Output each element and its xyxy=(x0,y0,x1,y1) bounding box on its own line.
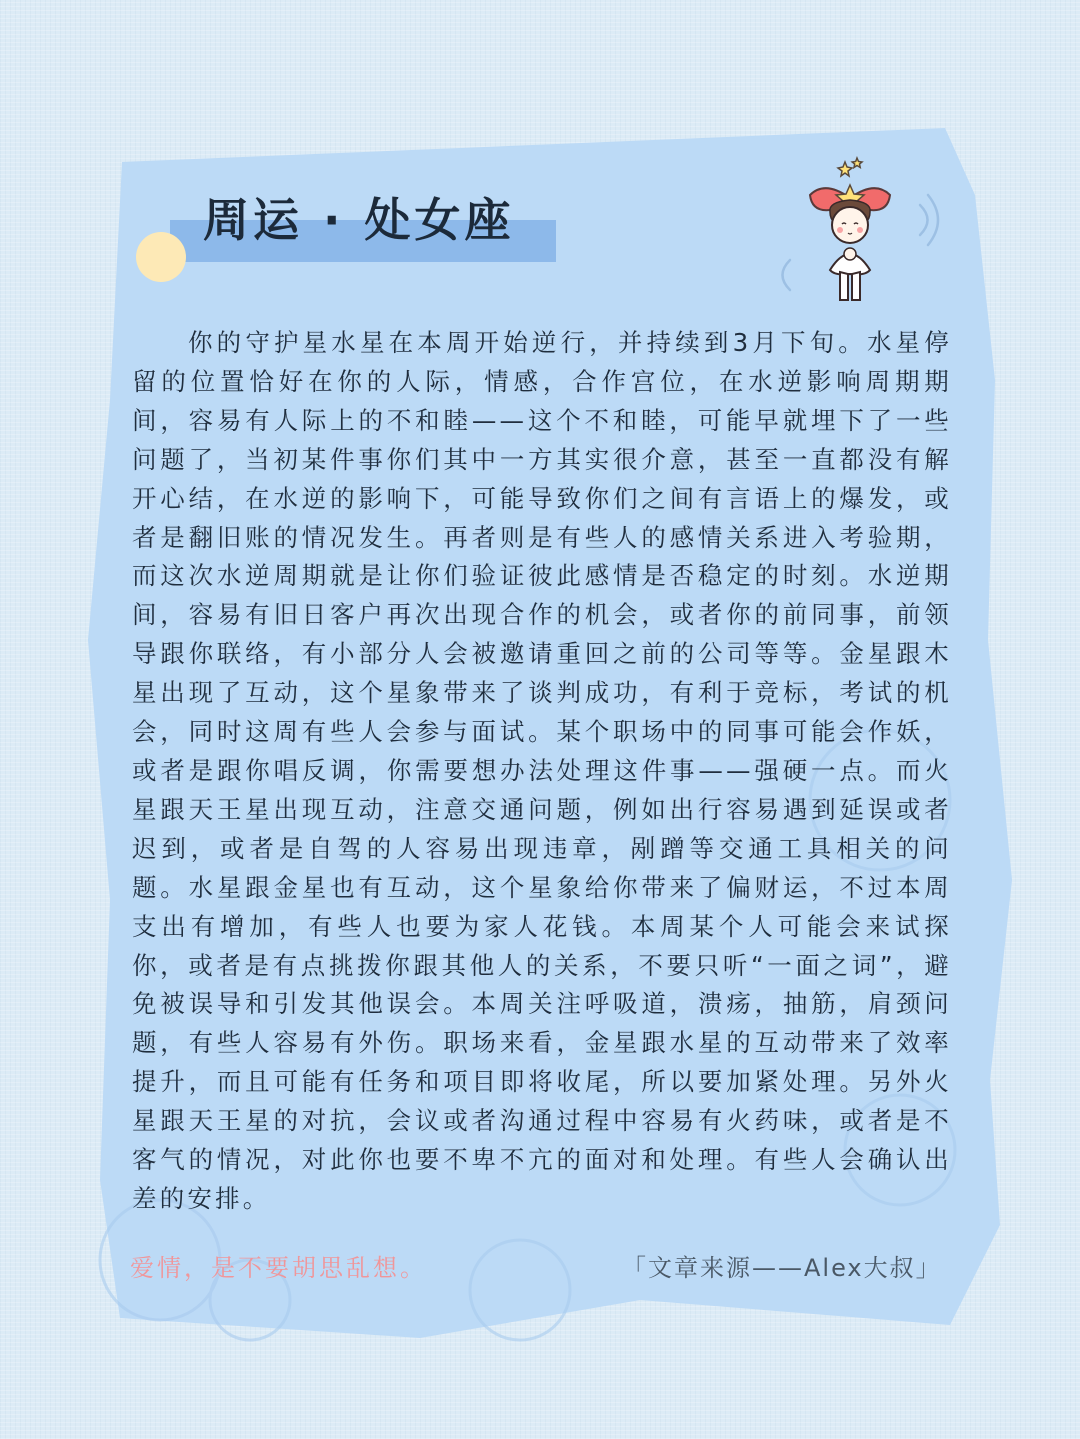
decor-dot-icon xyxy=(136,232,186,282)
article-body: 你的守护星水星在本周开始逆行，并持续到3月下旬。水星停留的位置恰好在你的人际，情感，合作宫位，在水逆影响周期期间，容易有人际上的不和睦——这个不和睦，可能早就埋下了一些问题了，当初某件事你们其中一方其实很介意，甚至一直都没有解开心结，在水逆的影响下，可能导致你们之间有言语上的爆发，或者是翻旧账的情况发生。再者则是有些人的感情关系进入考验期，而这次水逆周期就是让你们验证彼此感情是否稳定的时刻。水逆期间，容易有旧日客户再次出现合作的机会，或者你的前同事，前领导跟你联络，有小部分人会被邀请重回之前的公司等等。金星跟木星出现了互动，这个星象带来了谈判成功，有利于竞标，考试的机会，同时这周有些人会参与面试。某个职场中的同事可能会作妖，或者是跟你唱反调，你需要想办法处理这件事——强硬一点。而火星跟天王星出现互动，注意交通问题，例如出行容易遇到延误或者迟到，或者是自驾的人容易出现违章，剐蹭等交通工具相关的问题。水星跟金星也有互动，这个星象给你带来了偏财运，不过本周支出有增加，有些人也要为家人花钱。本周某个人可能会来试探你，或者是有点挑拨你跟其他人的关系，不要只听“一面之词”，避免被误导和引发其他误会。本周关注呼吸道，溃疡，抽筋，肩颈问题，有些人容易有外伤。职场来看，金星跟水星的互动带来了效率提升，而且可能有任务和项目即将收尾，所以要加紧处理。另外火星跟天王星的对抗，会议或者沟通过程中容易有火药味，或者是不客气的情况，对此你也要不卑不亢的面对和处理。有些人会确认出差的安排。 xyxy=(132,328,952,1213)
source-credit: 「文章来源——Alex大叔」 xyxy=(622,1254,942,1282)
page-title: 周运 · 处女座 xyxy=(203,193,515,247)
tagline: 爱情，是不要胡思乱想。 xyxy=(130,1254,427,1282)
star-hat-child-icon xyxy=(770,150,940,315)
